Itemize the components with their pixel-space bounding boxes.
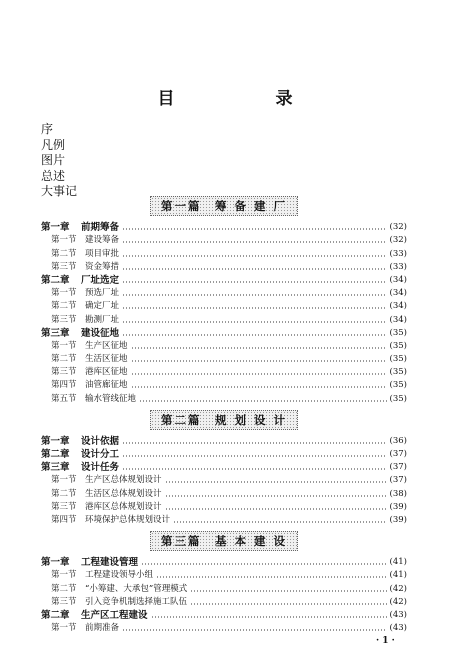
toc-entry-number: 第二节	[51, 488, 77, 499]
toc-entry-page: (33)	[389, 261, 407, 272]
toc-chapter-row[interactable]	[41, 326, 407, 339]
toc-entry-label	[41, 597, 187, 608]
dot-leader	[122, 442, 387, 444]
toc-entry-title: 引入竞争机制选择施工队伍	[85, 596, 188, 607]
toc-entry-title: 输水管线征地	[85, 393, 137, 404]
toc-entry-title: 资金筹措	[85, 261, 120, 272]
dot-leader	[165, 495, 387, 497]
part-heading	[41, 531, 407, 551]
toc-section-row[interactable]	[41, 339, 407, 352]
toc-section-row[interactable]	[41, 233, 407, 246]
toc-entry-label	[41, 394, 136, 405]
dot-leader	[122, 241, 387, 243]
dot-leader	[151, 616, 387, 618]
toc-entry-label	[41, 380, 128, 391]
toc-entry-label	[41, 502, 162, 513]
toc-entry-title: 工程建设管理	[81, 557, 139, 569]
toc-section-row[interactable]	[41, 568, 407, 581]
part-spacer	[41, 634, 407, 639]
toc-entry-title: 港库区征地	[85, 367, 128, 378]
toc-section-row[interactable]	[41, 246, 407, 259]
toc-entry-number: 第二章	[41, 609, 70, 621]
toc-chapter-row[interactable]	[41, 220, 407, 233]
dot-leader	[190, 603, 387, 605]
toc-entry-label	[41, 288, 119, 299]
toc-entry-number: 第五节	[51, 393, 77, 404]
toc-entry-page: (35)	[389, 354, 407, 365]
toc-entry-title: 预选厂址	[85, 288, 120, 299]
toc-section-row[interactable]	[41, 486, 407, 499]
toc-entry-page: (43)	[389, 609, 407, 620]
toc-entry-title: “小筹建、大承包”管理模式	[85, 583, 188, 594]
dot-leader	[165, 508, 387, 510]
toc-entry-page: (35)	[389, 327, 407, 338]
dot-leader	[131, 373, 387, 375]
dot-leader	[165, 481, 387, 483]
toc-entry-title: 生活区征地	[85, 354, 128, 365]
dot-leader	[122, 321, 387, 323]
toc-section-row[interactable]	[41, 581, 407, 594]
toc-chapter-row[interactable]	[41, 555, 407, 568]
toc-entry-label	[41, 235, 119, 246]
toc-entry-page: (38)	[389, 488, 407, 499]
toc-entry-label	[41, 610, 148, 621]
toc-entry-page: (35)	[389, 340, 407, 351]
toc-entry-label	[41, 301, 119, 312]
toc-entry-title: 生产区总体规划设计	[85, 475, 162, 486]
toc-entry-label	[41, 584, 187, 595]
front-matter-item[interactable]: 大事记	[41, 184, 78, 198]
toc-entry-title: 前期准备	[85, 623, 120, 634]
dot-leader	[122, 307, 387, 309]
toc-chapter-row[interactable]	[41, 608, 407, 621]
toc-entry-page: (43)	[389, 623, 407, 634]
dot-leader	[122, 468, 387, 470]
front-matter-item[interactable]: 凡例	[41, 137, 66, 152]
toc-entry-label	[41, 557, 138, 568]
toc-entry-label	[41, 436, 119, 447]
toc-entry-label	[41, 315, 119, 326]
toc-section-row[interactable]	[41, 286, 407, 299]
dot-leader	[122, 334, 387, 336]
toc-entry-number: 第三章	[41, 462, 70, 474]
toc-section-row[interactable]	[41, 391, 407, 404]
toc-section-row[interactable]	[41, 500, 407, 513]
toc-entry-number: 第三节	[51, 261, 77, 272]
toc-entry-number: 第一节	[51, 623, 77, 634]
toc-entry-label	[41, 328, 119, 339]
toc-entry-label	[41, 262, 119, 273]
toc-entry-page: (34)	[389, 288, 407, 299]
toc-entry-label	[41, 515, 170, 526]
dot-leader	[131, 386, 387, 388]
page-number: · 1 ·	[376, 636, 395, 646]
toc-entry-page: (33)	[389, 248, 407, 259]
toc-chapter-row[interactable]	[41, 447, 407, 460]
toc-entry-title: 确定厂址	[85, 301, 120, 312]
toc-entry-page: (35)	[389, 380, 407, 391]
toc-entry-number: 第四节	[51, 514, 77, 525]
toc-entry-number: 第一节	[51, 235, 77, 246]
toc-entry-number: 第一节	[51, 340, 77, 351]
toc-entry-page: (37)	[389, 462, 407, 473]
toc-entry-number: 第二章	[41, 274, 70, 286]
toc-entry-page: (42)	[389, 583, 407, 594]
toc-entry-title: 设计任务	[81, 462, 120, 474]
toc-entry-page: (34)	[389, 314, 407, 325]
dot-leader	[122, 228, 387, 230]
toc-entry-number: 第二节	[51, 354, 77, 365]
toc-entry-label	[41, 462, 119, 473]
toc-section-row[interactable]	[41, 260, 407, 273]
toc-entry-page: (41)	[389, 557, 407, 568]
dot-leader	[122, 455, 387, 457]
toc-entry-number: 第一节	[51, 570, 77, 581]
toc-entry-title: 勘测厂址	[85, 314, 120, 325]
toc-entry-title: 港库区总体规划设计	[85, 501, 162, 512]
toc-entry-number: 第三节	[51, 501, 77, 512]
toc-chapter-row[interactable]	[41, 460, 407, 473]
toc-entry-title: 设计分工	[81, 449, 120, 460]
toc-entry-page: (35)	[389, 367, 407, 378]
toc-chapter-row[interactable]	[41, 273, 407, 286]
toc-entry-page: (32)	[389, 222, 407, 233]
toc-entry-title: 项目审批	[85, 248, 120, 259]
toc-entry-number: 第二章	[41, 449, 70, 460]
toc-entry-page: (37)	[389, 475, 407, 486]
toc-entry-page: (36)	[389, 435, 407, 446]
toc-section-row[interactable]	[41, 365, 407, 378]
part-title[interactable]: 第三篇 基 本 建 设	[150, 531, 298, 551]
toc-section-row[interactable]	[41, 299, 407, 312]
part-title[interactable]: 第二篇 规 划 设 计	[150, 410, 298, 430]
dot-leader	[190, 590, 386, 592]
toc-entry-number: 第一章	[41, 557, 70, 569]
part-heading	[41, 196, 407, 216]
dot-leader	[122, 294, 387, 296]
toc-entry-label	[41, 570, 153, 581]
toc-entry-page: (32)	[389, 235, 407, 246]
toc-entry-page: (34)	[389, 301, 407, 312]
toc-section-row[interactable]	[41, 621, 407, 634]
toc-entry-page: (37)	[389, 449, 407, 459]
toc-section-row[interactable]	[41, 595, 407, 608]
toc-entry-page: (41)	[389, 570, 407, 581]
toc-entry-title: 生活区总体规划设计	[85, 488, 162, 499]
toc-entry-title: 环境保护总体规划设计	[85, 514, 171, 525]
toc-entry-label	[41, 354, 128, 365]
toc-entry-number: 第一章	[41, 222, 70, 234]
toc-entry-label	[41, 275, 119, 286]
table-of-contents	[41, 196, 407, 639]
toc-entry-number: 第三节	[51, 596, 77, 607]
toc-entry-page: (42)	[389, 596, 407, 607]
toc-entry-title: 生产区工程建设	[81, 609, 148, 621]
toc-entry-page: (35)	[389, 393, 407, 404]
toc-entry-number: 第一节	[51, 475, 77, 486]
dot-leader	[139, 400, 387, 402]
toc-section-row[interactable]	[41, 378, 407, 391]
toc-entry-title: 设计依据	[81, 435, 120, 447]
toc-entry-title: 生产区征地	[85, 340, 128, 351]
toc-entry-label	[41, 623, 119, 634]
toc-entry-number: 第一节	[51, 288, 77, 299]
front-matter-item[interactable]: 序	[41, 122, 54, 136]
toc-entry-title: 厂址选定	[81, 274, 120, 286]
front-matter-list	[41, 122, 77, 200]
toc-entry-label	[41, 341, 128, 352]
dot-leader	[156, 576, 387, 578]
toc-entry-label	[41, 449, 119, 460]
toc-entry-number: 第三章	[41, 327, 70, 339]
toc-entry-title: 油管廊征地	[85, 380, 128, 391]
toc-entry-label	[41, 249, 119, 260]
dot-leader	[122, 268, 387, 270]
dot-leader	[122, 281, 387, 283]
toc-entry-label	[41, 489, 162, 500]
part-title[interactable]: 第一篇 筹 备 建 厂	[150, 196, 298, 216]
dot-leader	[122, 255, 387, 257]
part-heading	[41, 410, 407, 430]
toc-section-row[interactable]	[41, 513, 407, 526]
front-matter-item[interactable]: 总述	[41, 168, 66, 183]
dot-leader	[131, 347, 387, 349]
toc-entry-number: 第四节	[51, 380, 77, 391]
toc-entry-title: 前期筹备	[81, 222, 120, 234]
toc-entry-number: 第三节	[51, 314, 77, 325]
toc-entry-label	[41, 367, 128, 378]
toc-entry-number: 第二节	[51, 301, 77, 312]
toc-entry-label	[41, 222, 119, 233]
toc-entry-page: (34)	[389, 274, 407, 285]
toc-entry-title: 建设筹备	[85, 235, 120, 246]
toc-entry-number: 第二节	[51, 248, 77, 259]
front-matter-item[interactable]: 图片	[41, 153, 66, 167]
toc-entry-title: 工程建设领导小组	[85, 570, 154, 581]
page-title: 目 录	[157, 89, 335, 109]
toc-entry-page: (39)	[389, 514, 407, 525]
toc-entry-title: 建设征地	[81, 327, 120, 339]
toc-chapter-row[interactable]	[41, 434, 407, 447]
toc-entry-number: 第二节	[51, 583, 77, 594]
toc-entry-page: (39)	[389, 501, 407, 512]
dot-leader	[122, 629, 387, 631]
toc-section-row[interactable]	[41, 473, 407, 486]
toc-entry-number: 第一章	[41, 435, 70, 447]
toc-entry-number: 第三节	[51, 367, 77, 378]
toc-entry-label	[41, 475, 162, 486]
dot-leader	[173, 521, 387, 523]
dot-leader	[141, 563, 387, 565]
dot-leader	[131, 360, 387, 362]
toc-section-row[interactable]	[41, 352, 407, 365]
toc-section-row[interactable]	[41, 312, 407, 325]
